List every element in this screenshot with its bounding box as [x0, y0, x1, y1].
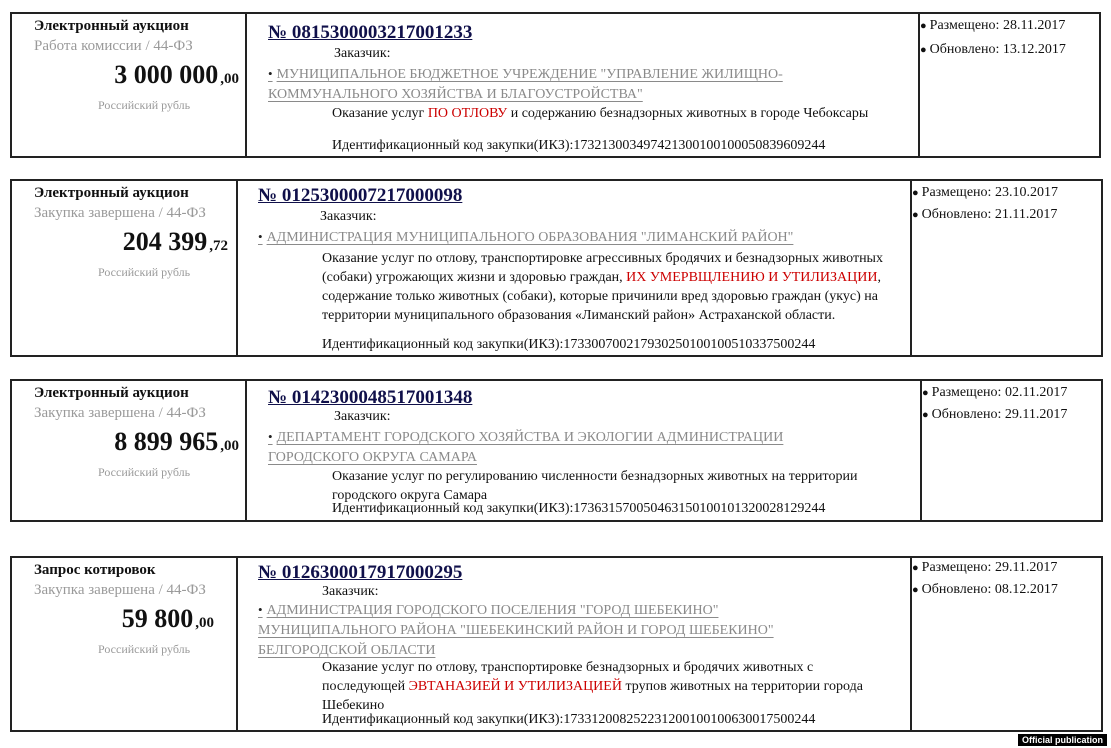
customer-line: • АДМИНИСТРАЦИЯ МУНИЦИПАЛЬНОГО ОБРАЗОВАНИЯ "ЛИМАНСКИЙ РАЙОН": [258, 229, 794, 245]
bullet-icon: ●: [922, 387, 929, 399]
official-publication-badge: Official publication: [1018, 734, 1107, 746]
updated-date: ● Обновлено: 21.11.2017: [912, 207, 1058, 222]
bullet-icon: ●: [912, 584, 919, 596]
customer-line: • АДМИНИСТРАЦИЯ ГОРОДСКОГО ПОСЕЛЕНИЯ "ГОРОД ШЕБЕКИНО": [258, 602, 719, 618]
procurement-id-code: Идентификационный код закупки(ИКЗ):173213003497421300100100050839609244: [332, 138, 826, 153]
bullet-icon: ●: [912, 187, 919, 199]
bullet-icon: •: [258, 602, 263, 617]
notice-number-link[interactable]: № 0142300048517001348: [268, 387, 473, 408]
listing-card: [10, 12, 1101, 158]
price-decimals: ,72: [209, 238, 228, 254]
currency: Российский рубль: [98, 642, 191, 656]
customer-link[interactable]: [268, 64, 783, 105]
currency: Российский рубль: [98, 465, 191, 479]
listing-dates: [910, 181, 1101, 355]
procurement-id-code: Идентификационный код закупки(ИКЗ):173300700217930250100100510337500244: [322, 337, 816, 352]
updated-date: ● Обновлено: 29.11.2017: [922, 407, 1068, 422]
procurement-status: Работа комиссии / 44-ФЗ: [34, 38, 193, 54]
procurement-type: Запрос котировок: [34, 562, 156, 578]
customer-line: • МУНИЦИПАЛЬНОЕ БЮДЖЕТНОЕ УЧРЕЖДЕНИЕ "УПРАВЛЕНИЕ ЖИЛИЩНО-: [268, 66, 783, 82]
bullet-icon: ●: [912, 562, 919, 574]
listing-card: [10, 179, 1103, 357]
price: [114, 60, 239, 90]
customer-line: МУНИЦИПАЛЬНОГО РАЙОНА "ШЕБЕКИНСКИЙ РАЙОН И ГОРОД ШЕБЕКИНО": [258, 623, 774, 638]
procurement-description: Оказание услуг по регулированию численности безнадзорных животных на территории городского округа Самара: [332, 469, 858, 503]
procurement-id-code: Идентификационный код закупки(ИКЗ):173312008252231200100100630017500244: [322, 712, 816, 727]
procurement-status: Закупка завершена / 44-ФЗ: [34, 582, 206, 598]
notice-number-link[interactable]: № 0815300003217001233: [268, 22, 473, 43]
listing-summary: [12, 558, 238, 730]
posted-date: ● Размещено: 02.11.2017: [922, 385, 1068, 400]
customer-link[interactable]: [258, 600, 774, 661]
procurement-description: Оказание услуг по отлову, транспортировке безнадзорных и бродячих животных с последующей ЭВТАНАЗИЕЙ И УТИЛИЗАЦИЕЙ трупов животных на территории города Шебекино: [322, 660, 863, 713]
posted-date: ● Размещено: 28.11.2017: [920, 18, 1066, 33]
customer-label: Заказчик:: [334, 46, 391, 61]
bullet-icon: •: [268, 66, 273, 81]
updated-date: ● Обновлено: 13.12.2017: [920, 42, 1066, 57]
price: [123, 227, 228, 257]
currency: Российский рубль: [98, 98, 191, 112]
listing-card: [10, 556, 1103, 732]
description-highlight: ИХ УМЕРВЩЛЕНИЮ И УТИЛИЗАЦИИ: [626, 270, 878, 285]
listing-summary: [12, 181, 238, 355]
currency: Российский рубль: [98, 265, 191, 279]
price: [122, 604, 214, 634]
customer-label: Заказчик:: [322, 584, 379, 599]
bullet-icon: •: [258, 229, 263, 244]
customer-line: ГОРОДСКОГО ОКРУГА САМАРА: [268, 450, 477, 465]
customer-label: Заказчик:: [320, 209, 377, 224]
procurement-type: Электронный аукцион: [34, 18, 189, 34]
description-highlight: ЭВТАНАЗИЕЙ И УТИЛИЗАЦИЕЙ: [408, 679, 622, 694]
price-integer: 59 800: [121, 604, 194, 633]
bullet-icon: •: [268, 429, 273, 444]
posted-date: ● Размещено: 29.11.2017: [912, 560, 1058, 575]
procurement-status: Закупка завершена / 44-ФЗ: [34, 405, 206, 421]
procurement-status: Закупка завершена / 44-ФЗ: [34, 205, 206, 221]
price-decimals: ,00: [220, 438, 239, 454]
price-integer: 3 000 000: [114, 60, 219, 89]
price-integer: 8 899 965: [114, 427, 219, 456]
posted-date: ● Размещено: 23.10.2017: [912, 185, 1058, 200]
notice-number-link[interactable]: № 0125300007217000098: [258, 185, 463, 206]
customer-line: БЕЛГОРОДСКОЙ ОБЛАСТИ: [258, 643, 436, 658]
price: [114, 427, 239, 457]
bullet-icon: ●: [912, 209, 919, 221]
procurement-type: Электронный аукцион: [34, 385, 189, 401]
customer-line: КОММУНАЛЬНОГО ХОЗЯЙСТВА И БЛАГОУСТРОЙСТВА": [268, 87, 643, 102]
price-decimals: ,00: [195, 615, 214, 631]
procurement-description: Оказание услуг ПО ОТЛОВУ и содержанию безнадзорных животных в городе Чебоксары: [332, 106, 869, 121]
listing-summary: [12, 381, 247, 520]
listing-dates: [918, 14, 1099, 156]
price-integer: 204 399: [122, 227, 208, 256]
listing-dates: [910, 558, 1101, 730]
notice-number-link[interactable]: № 0126300017917000295: [258, 562, 463, 583]
customer-link[interactable]: [268, 427, 783, 468]
listing-card: [10, 379, 1103, 522]
price-decimals: ,00: [220, 71, 239, 87]
bullet-icon: ●: [920, 20, 927, 32]
updated-date: ● Обновлено: 08.12.2017: [912, 582, 1058, 597]
procurement-description: Оказание услуг по отлову, транспортировке агрессивных бродячих и безнадзорных животных (собаки) угрожающих жизни и здоровью граждан, ИХ УМЕРВЩЛЕНИЮ И УТИЛИЗАЦИИ, содержание только животных (собаки), которые причинили вред здоровью граждан (укус) на территории муниципального образования «Лиманский район» Астраханской области.: [322, 251, 883, 323]
customer-label: Заказчик:: [334, 409, 391, 424]
bullet-icon: ●: [922, 409, 929, 421]
listing-dates: [920, 381, 1101, 520]
procurement-type: Электронный аукцион: [34, 185, 189, 201]
listing-summary: [12, 14, 247, 156]
customer-link[interactable]: [258, 227, 793, 248]
customer-line: • ДЕПАРТАМЕНТ ГОРОДСКОГО ХОЗЯЙСТВА И ЭКОЛОГИИ АДМИНИСТРАЦИИ: [268, 429, 784, 445]
procurement-id-code: Идентификационный код закупки(ИКЗ):173631570050463150100101320028129244: [332, 501, 826, 516]
bullet-icon: ●: [920, 44, 927, 56]
description-highlight: ПО ОТЛОВУ: [427, 106, 508, 121]
